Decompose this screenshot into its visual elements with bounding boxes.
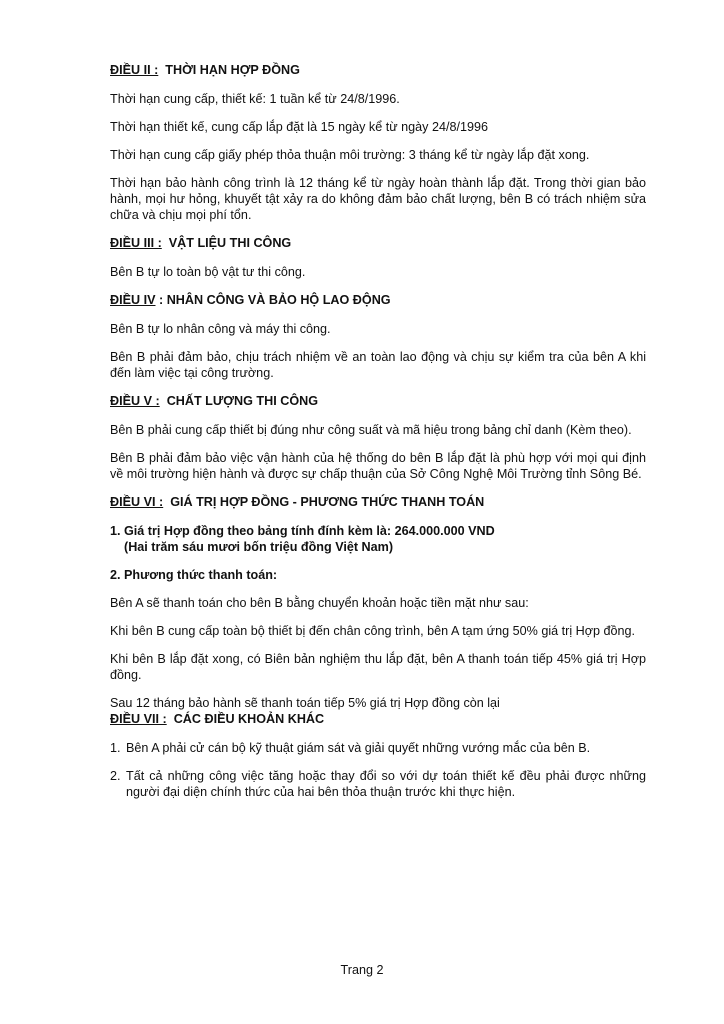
list-text: Bên A phải cử cán bộ kỹ thuật giám sát và giải quyết những vướng mắc của bên B. [126,741,591,755]
list-text: Tất cả những công việc tăng hoặc thay đổi so với dự toán thiết kế đều phải được những người đại diện chính thức của hai bên thỏa thuận trước khi thực hiện. [126,769,646,799]
section-5-heading [110,393,646,410]
section-4-title: : NHÂN CÔNG VÀ BẢO HỘ LAO ĐỘNG [159,293,391,307]
section-4-para-2: Bên B phải đảm bảo, chịu trách nhiệm về an toàn lao động và chịu sự kiểm tra của bên A khi đến làm việc tại công trường. [110,350,646,380]
section-7-number: ĐIỀU VII : [110,712,167,726]
section-6-para-2: Khi bên B cung cấp toàn bộ thiết bị đến chân công trình, bên A tạm ứng 50% giá trị Hợp đồng. [110,624,635,638]
section-6-title: GIÁ TRỊ HỢP ĐỒNG - PHƯƠNG THỨC THANH TOÁN [170,495,485,509]
section-7-item-2 [110,768,646,800]
section-3-number: ĐIỀU III : [110,236,162,250]
section-5-para-2: Bên B phải đảm bảo việc vận hành của hệ thống do bên B lắp đặt là phù hợp với mọi qui định về môi trường hiện hành và được sự chấp thuận của Sở Công Nghệ Môi Trường tỉnh Sông Bé. [110,451,646,481]
section-2-para-3: Thời hạn cung cấp giấy phép thỏa thuận môi trường: 3 tháng kể từ ngày lắp đặt xong. [110,148,590,162]
section-2-para-4: Thời hạn bảo hành công trình là 12 tháng kể từ ngày hoàn thành lắp đặt. Trong thời gian bảo hành, mọi hư hỏng, khuyết tật xảy ra do không đảm bảo chất lượng, bên B có trách nhiệm sửa chữa và chịu mọi phí tổn. [110,176,646,222]
section-5-para-1: Bên B phải cung cấp thiết bị đúng như công suất và mã hiệu trong bảng chỉ danh (Kèm theo). [110,423,632,437]
document-page [110,62,646,800]
section-7-title: CÁC ĐIỀU KHOẢN KHÁC [173,712,325,726]
section-3-para-1: Bên B tự lo toàn bộ vật tư thi công. [110,265,306,279]
section-3-heading [110,235,646,252]
section-3-title: VẬT LIỆU THI CÔNG [168,236,292,250]
section-4-number: ĐIỀU IV [110,293,156,307]
contract-value-line: 1. Giá trị Hợp đồng theo bảng tính đính kèm là: 264.000.000 VND [110,524,495,538]
section-2-title: THỜI HẠN HỢP ĐỒNG [165,63,300,77]
section-6-para-3: Khi bên B lắp đặt xong, có Biên bản nghiệm thu lắp đặt, bên A thanh toán tiếp 45% giá trị Hợp đồng. [110,652,646,682]
list-number: 2. [110,769,121,783]
section-2-para-2: Thời hạn thiết kế, cung cấp lắp đặt là 15 ngày kể từ ngày 24/8/1996 [110,120,488,134]
contract-value-words: (Hai trăm sáu mươi bốn triệu đồng Việt Nam) [124,540,394,554]
section-4-para-1: Bên B tự lo nhân công và máy thi công. [110,322,331,336]
section-2-heading [110,62,646,79]
section-2-para-1: Thời hạn cung cấp, thiết kế: 1 tuần kể từ 24/8/1996. [110,92,400,106]
section-6-number: ĐIỀU VI : [110,495,164,509]
page-number: Trang 2 [340,963,384,977]
section-7-item-1 [110,740,646,756]
section-4-heading [110,292,646,309]
section-5-title: CHẤT LƯỢNG THI CÔNG [166,394,319,408]
section-2-number: ĐIỀU II : [110,63,159,77]
list-number: 1. [110,741,121,755]
payment-method-heading: 2. Phương thức thanh toán: [110,568,278,582]
section-7-heading [110,711,646,728]
section-6-para-4: Sau 12 tháng bảo hành sẽ thanh toán tiếp 5% giá trị Hợp đồng còn lại [110,696,500,710]
section-5-number: ĐIỀU V : [110,394,160,408]
section-6-heading [110,494,646,511]
section-6-para-1: Bên A sẽ thanh toán cho bên B bằng chuyển khoản hoặc tiền mặt như sau: [110,596,529,610]
